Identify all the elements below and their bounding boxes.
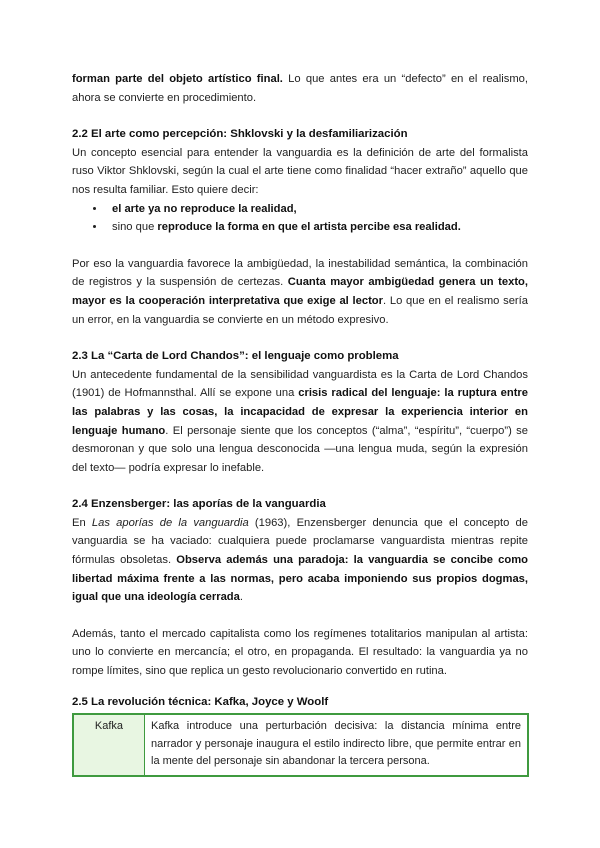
shklovski-paragraph: Un concepto esencial para entender la vanguardia es la definición de arte del formalista ruso Viktor Shklovski, según la cual el arte tiene como finalidad “hacer extraño” aquello que nos resulta familiar. Esto quiere decir: [72, 146, 528, 196]
ambiguity-paragraph: Por eso la vanguardia favorece la ambigüedad, la inestabilidad semántica, la combinación de registros y la suspensión de certezas. Cuanta mayor ambigüedad genera un texto, mayor es la cooperación interpretativa que exige al lector. Lo que en el realismo sería un error, en la vanguardia se convierte en un método expresivo. [72, 257, 528, 326]
bullet-list [72, 200, 528, 237]
list-item: • el arte ya no reproduce la realidad, [106, 200, 528, 219]
section-heading-2-5: 2.5 La revolución técnica: Kafka, Joyce y Woolf [72, 695, 329, 708]
section-heading-2-2: 2.2 El arte como percepción: Shklovski y la desfamiliarización [72, 128, 408, 141]
table-row [73, 714, 528, 776]
table-label-cell: Kafka [73, 714, 145, 776]
table-text-cell: Kafka introduce una perturbación decisiva: la distancia mínima entre narrador y personaje inaugura el estilo indirecto libre, que permite entrar en la mente del personaje sin abandonar la tercera persona. [145, 714, 529, 776]
section-heading-2-3: 2.3 La “Carta de Lord Chandos”: el lenguaje como problema [72, 350, 399, 363]
section-heading-2-4: 2.4 Enzensberger: las aporías de la vanguardia [72, 498, 326, 511]
list-item: • sino que reproduce la forma en que el artista percibe esa realidad. [106, 218, 528, 237]
intro-paragraph: forman parte del objeto artístico final. Lo que antes era un “defecto” en el realismo, ahora se convierte en procedimiento. [72, 73, 528, 104]
market-paragraph: Además, tanto el mercado capitalista como los regímenes totalitarios manipulan al artista: uno lo convierte en mercancía; el otro, en propaganda. El resultado: la vanguardia ya no rompe límites, sino que replica un gesto revolucionario convertido en rutina. [72, 627, 528, 678]
enzensberger-paragraph: En Las aporías de la vanguardia (1963), Enzensberger denuncia que el concepto de vanguardia se ha vaciado: cualquiera puede proclamarse vanguardista mientras repite fórmulas obsoletas. Observa además una paradoja: la vanguardia se concibe como libertad máxima frente a las normas, pero acaba imponiendo sus propios dogmas, igual que una ideología cerrada. [72, 516, 529, 604]
chandos-paragraph: Un antecedente fundamental de la sensibilidad vanguardista es la Carta de Lord Chandos (1901) de Hofmannsthal. Allí se expone una crisis radical del lenguaje: la ruptura entre las palabras y las cosas, la incapacidad de expresar la experiencia interior en lenguaje humano. El personaje siente que los conceptos (“alma”, “espíritu”, “cuerpo”) se desmoronan y que solo una lengua desconocida —una lengua muda, según la expresión del texto— podría expresar lo inefable. [72, 368, 528, 474]
document-page [72, 70, 528, 777]
authors-table [72, 713, 529, 777]
